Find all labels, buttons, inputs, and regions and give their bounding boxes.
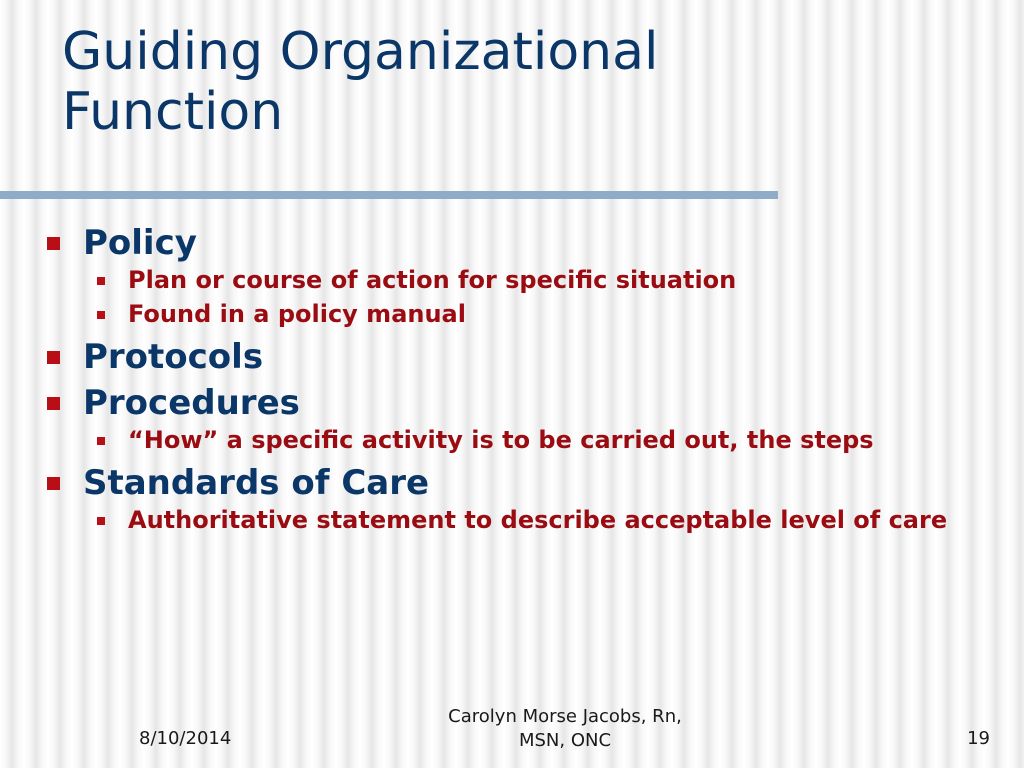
slide-title-line-2: Function xyxy=(62,82,284,142)
footer-author-line-1: Carolyn Morse Jacobs, Rn, xyxy=(448,706,682,727)
sub-bullet-text: Authoritative statement to describe acceptable level of care xyxy=(128,506,948,534)
sub-bullet xyxy=(83,506,1014,534)
footer-author xyxy=(400,705,730,753)
title-divider xyxy=(0,191,778,199)
sub-bullet xyxy=(83,300,1014,328)
slide-title-line-1: Guiding Organizational xyxy=(62,22,659,82)
sub-bullet-text: “How” a specific activity is to be carried out, the steps xyxy=(128,426,874,454)
bullet-policy xyxy=(44,220,1014,328)
bullet-standards-of-care xyxy=(44,460,1014,534)
footer-author-line-2: MSN, ONC xyxy=(518,730,612,751)
bullet-list xyxy=(44,220,1014,540)
square-bullet-icon xyxy=(97,517,105,525)
bullet-protocols-label: Protocols xyxy=(83,337,264,377)
bullet-standards-label: Standards of Care xyxy=(83,463,430,503)
sub-bullet-text: Found in a policy manual xyxy=(128,300,466,328)
square-bullet-icon xyxy=(47,477,60,490)
page-number: 19 xyxy=(967,728,990,749)
sub-bullet-text: Plan or course of action for specific situation xyxy=(128,266,737,294)
square-bullet-icon xyxy=(97,311,105,319)
square-bullet-icon xyxy=(47,237,60,250)
standards-sub-list xyxy=(83,506,1014,534)
slide-title xyxy=(62,22,962,142)
square-bullet-icon xyxy=(97,277,105,285)
policy-sub-list xyxy=(83,266,1014,328)
square-bullet-icon xyxy=(47,397,60,410)
square-bullet-icon xyxy=(47,351,60,364)
bullet-protocols xyxy=(44,334,1014,380)
bullet-procedures-label: Procedures xyxy=(83,383,300,423)
procedures-sub-list xyxy=(83,426,1014,454)
footer-date: 8/10/2014 xyxy=(139,728,232,749)
bullet-policy-label: Policy xyxy=(83,223,197,263)
sub-bullet xyxy=(83,266,1014,294)
sub-bullet xyxy=(83,426,1014,454)
square-bullet-icon xyxy=(97,437,105,445)
bullet-procedures xyxy=(44,380,1014,454)
